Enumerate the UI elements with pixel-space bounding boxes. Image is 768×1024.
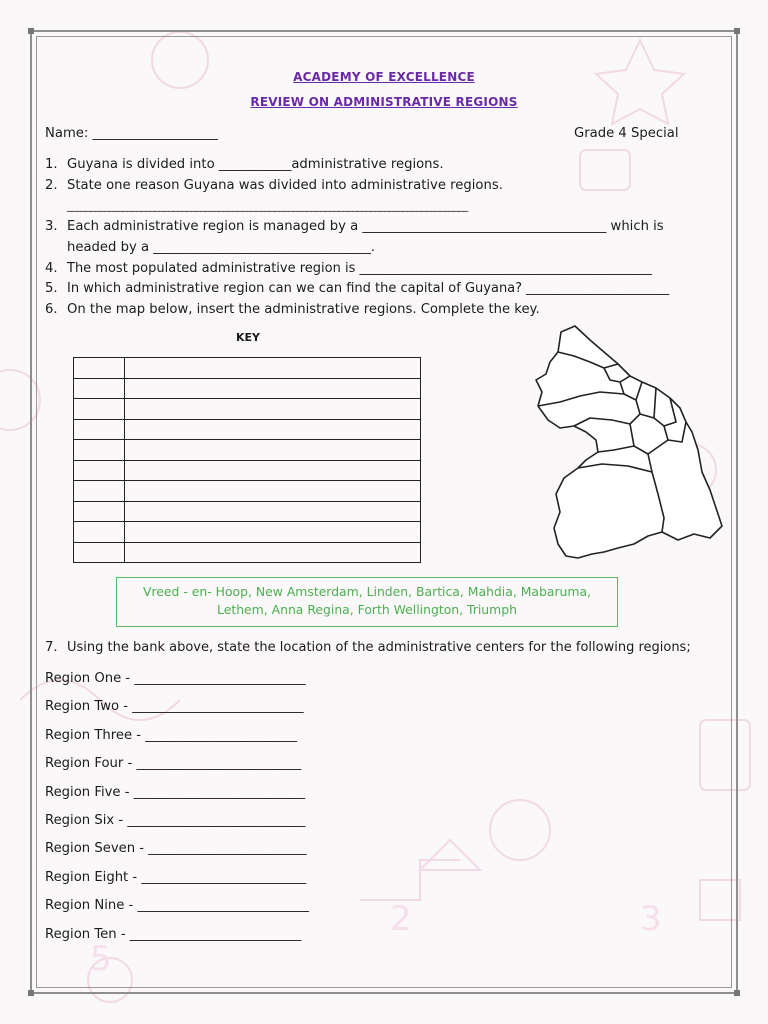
question-3-part-2: headed by a _________________________________. [67, 240, 376, 255]
key-symbol-cell[interactable] [74, 460, 125, 481]
question-number: 1. [45, 157, 58, 172]
region-answer-line[interactable]: Region Ten - __________________________ [45, 926, 302, 942]
svg-text:2: 2 [390, 899, 412, 939]
question-number: 5. [45, 281, 58, 296]
question-3-part-1: Each administrative region is managed by a _____________________________________ which is [67, 219, 664, 234]
svg-text:3: 3 [640, 899, 662, 939]
school-title: ACADEMY OF EXCELLENCE [293, 70, 475, 84]
key-label: KEY [236, 331, 261, 344]
region-answer-line[interactable]: Region Eight - _________________________ [45, 869, 307, 885]
key-region-cell[interactable] [125, 378, 421, 399]
guyana-regions-map [530, 322, 724, 564]
key-row [74, 399, 421, 420]
word-bank-line-1: Vreed - en- Hoop, New Amsterdam, Linden, Bartica, Mahdia, Mabaruma, [143, 584, 591, 599]
question-number: 3. [45, 219, 58, 234]
key-symbol-cell[interactable] [74, 399, 125, 420]
key-row [74, 358, 421, 379]
key-region-cell[interactable] [125, 481, 421, 502]
question-number: 7. [45, 640, 58, 655]
key-region-cell[interactable] [125, 542, 421, 563]
word-bank-line-2: Lethem, Anna Regina, Forth Wellington, Triumph [217, 602, 517, 617]
key-row [74, 501, 421, 522]
key-region-cell[interactable] [125, 419, 421, 440]
answer-line-2[interactable]: _______________________________________________________________________________________ [67, 199, 468, 212]
key-row [74, 440, 421, 461]
border-corner [734, 990, 740, 996]
key-row [74, 460, 421, 481]
question-number: 6. [45, 302, 58, 317]
key-row [74, 378, 421, 399]
region-answer-line[interactable]: Region Three - _______________________ [45, 727, 297, 743]
region-answer-line[interactable]: Region Five - __________________________ [45, 784, 306, 800]
region-answer-line[interactable]: Region Seven - ________________________ [45, 841, 307, 857]
region-answer-line[interactable]: Region Two - __________________________ [45, 699, 304, 715]
key-region-cell[interactable] [125, 440, 421, 461]
region-answer-line[interactable]: Region Nine - __________________________ [45, 898, 309, 914]
question-number: 2. [45, 178, 58, 193]
key-symbol-cell[interactable] [74, 419, 125, 440]
key-region-cell[interactable] [125, 501, 421, 522]
key-region-cell[interactable] [125, 399, 421, 420]
worksheet-title: REVIEW ON ADMINISTRATIVE REGIONS [250, 95, 518, 109]
word-bank [116, 577, 618, 627]
key-symbol-cell[interactable] [74, 378, 125, 399]
question-2: State one reason Guyana was divided into administrative regions. [67, 178, 503, 193]
key-table [73, 357, 421, 563]
question-1: Guyana is divided into ___________administrative regions. [67, 157, 444, 172]
svg-text:5: 5 [90, 939, 112, 979]
region-answer-line[interactable]: Region One - __________________________ [45, 671, 306, 686]
key-symbol-cell[interactable] [74, 522, 125, 543]
question-7: Using the bank above, state the location of the administrative centers for the following regions; [67, 640, 691, 655]
region-answer-line[interactable]: Region Four - _________________________ [45, 756, 302, 772]
question-4: The most populated administrative region is _____________________________________________ [67, 261, 653, 276]
border-corner [734, 28, 740, 34]
key-row [74, 522, 421, 543]
question-5: In which administrative region can we can find the capital of Guyana? ______________________ [67, 281, 670, 296]
key-row [74, 542, 421, 563]
key-symbol-cell[interactable] [74, 501, 125, 522]
key-symbol-cell[interactable] [74, 542, 125, 563]
key-symbol-cell[interactable] [74, 440, 125, 461]
border-corner [28, 28, 34, 34]
key-region-cell[interactable] [125, 522, 421, 543]
key-symbol-cell[interactable] [74, 481, 125, 502]
key-row [74, 419, 421, 440]
key-region-cell[interactable] [125, 358, 421, 379]
key-row [74, 481, 421, 502]
border-corner [28, 990, 34, 996]
question-6: On the map below, insert the administrative regions. Complete the key. [67, 302, 540, 317]
name-field[interactable]: Name: ___________________ [45, 126, 218, 141]
key-region-cell[interactable] [125, 460, 421, 481]
grade-label: Grade 4 Special [574, 126, 679, 141]
question-number: 4. [45, 261, 58, 276]
key-symbol-cell[interactable] [74, 358, 125, 379]
region-answer-line[interactable]: Region Six - ___________________________ [45, 813, 306, 828]
